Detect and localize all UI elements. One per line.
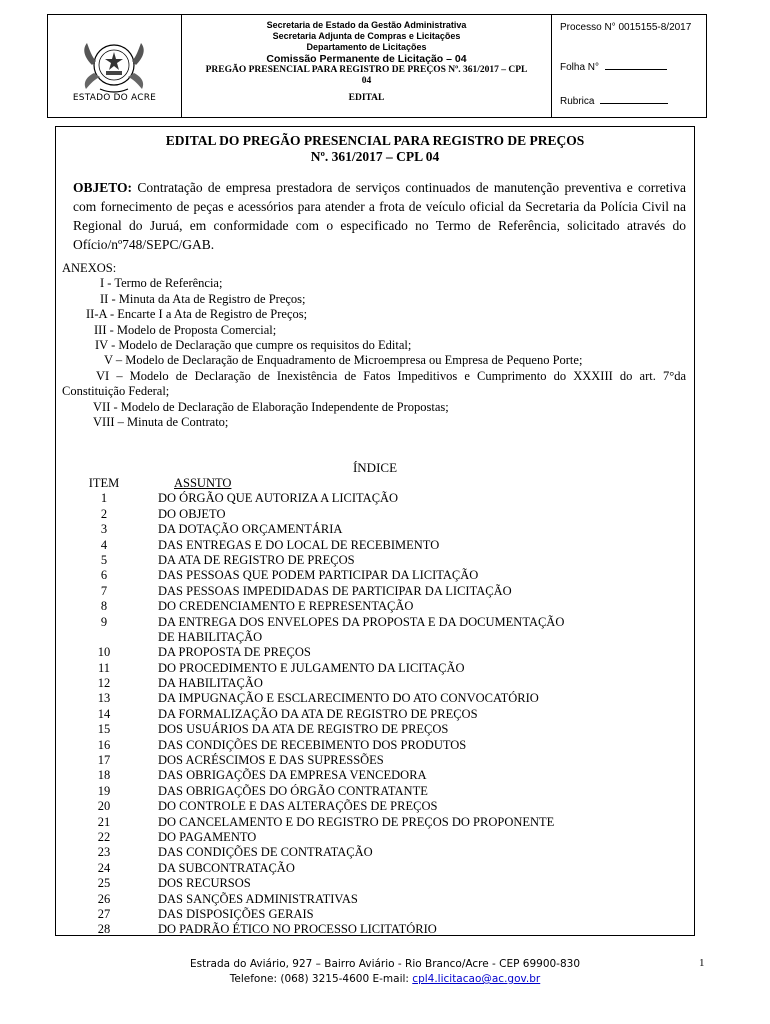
- indice-item-number: 25: [97, 876, 111, 891]
- objeto-paragraph: [73, 178, 686, 254]
- indice-item-subject: DO PAGAMENTO: [158, 829, 257, 844]
- indice-row: [56, 630, 694, 645]
- indice-item-number: 2: [100, 506, 108, 521]
- indice-item-number: 28: [97, 922, 111, 937]
- folha-field: [560, 61, 667, 73]
- indice-item-number: 5: [100, 552, 108, 567]
- indice-header-row: [56, 476, 694, 491]
- indice-item-subject: DA ENTREGA DOS ENVELOPES DA PROPOSTA E DA DOCUMENTAÇÃO: [158, 614, 565, 629]
- page-footer: [0, 957, 770, 987]
- title-line-1: EDITAL DO PREGÃO PRESENCIAL PARA REGISTRO DE PREÇOS: [165, 133, 585, 148]
- anexo-item: IV - Modelo de Declaração que cumpre os requisitos do Edital;: [95, 338, 412, 353]
- indice-item-subject: DE HABILITAÇÃO: [158, 629, 263, 644]
- page-number: 1: [699, 957, 705, 969]
- indice-item-subject: DAS OBRIGAÇÕES DO ÓRGÃO CONTRATANTE: [158, 783, 428, 798]
- indice-header-assunto: ASSUNTO: [174, 476, 232, 490]
- indice-item-number: 18: [97, 768, 111, 783]
- indice-row: [56, 815, 694, 830]
- indice-row: [56, 522, 694, 537]
- anexo-item: VI – Modelo de Declaração de Inexistência de Fatos Impeditivos e Cumprimento do XXXIII do art. 7°da Constituição Federal;: [62, 368, 686, 399]
- indice-item-subject: DOS USUÁRIOS DA ATA DE REGISTRO DE PREÇOS: [158, 722, 449, 737]
- state-seal-icon: [78, 35, 150, 97]
- indice-item-subject: DAS CONDIÇÕES DE CONTRATAÇÃO: [158, 845, 373, 860]
- indice-item-number: 24: [97, 860, 111, 875]
- secretaria-adjunta-line: Secretaria Adjunta de Compras e Licitações: [272, 31, 461, 41]
- indice-item-subject: DO ÓRGÃO QUE AUTORIZA A LICITAÇÃO: [158, 491, 399, 506]
- anexo-item: VIII – Minuta de Contrato;: [93, 415, 229, 430]
- footer-phone: Telefone: (068) 3215-4600 E-mail:: [229, 973, 409, 985]
- indice-item-subject: DA DOTAÇÃO ORÇAMENTÁRIA: [158, 522, 343, 537]
- indice-row: [56, 568, 694, 583]
- indice-row: [56, 861, 694, 876]
- indice-item-subject: DO PADRÃO ÉTICO NO PROCESSO LICITATÓRIO: [158, 922, 437, 937]
- folha-blank: [605, 61, 667, 70]
- header-title-cell: [182, 15, 552, 117]
- indice-row: [56, 799, 694, 814]
- indice-row: [56, 676, 694, 691]
- indice-item-number: 1: [100, 491, 108, 506]
- indice-item-number: 9: [100, 614, 108, 629]
- indice-row: [56, 907, 694, 922]
- indice-item-subject: DO OBJETO: [158, 506, 226, 521]
- indice-row: [56, 876, 694, 891]
- pregao-line: PREGÃO PRESENCIAL PARA REGISTRO DE PREÇOS Nº. 361/2017 – CPL 04: [205, 65, 528, 86]
- indice-row: [56, 768, 694, 783]
- indice-item-number: 27: [97, 906, 111, 921]
- indice-header-item: ITEM: [88, 476, 120, 490]
- indice-item-subject: DAS OBRIGAÇÕES DA EMPRESA VENCEDORA: [158, 768, 427, 783]
- indice-row: [56, 784, 694, 799]
- folha-label: Folha N°: [560, 62, 600, 73]
- header-logo-cell: [48, 15, 182, 117]
- indice-row: [56, 691, 694, 706]
- anexo-item: II - Minuta da Ata de Registro de Preços;: [100, 291, 306, 306]
- anexo-item: III - Modelo de Proposta Comercial;: [94, 322, 277, 337]
- indice-row: [56, 538, 694, 553]
- footer-address: Estrada do Aviário, 927 – Bairro Aviário - Rio Branco/Acre - CEP 69900-830: [189, 958, 581, 970]
- indice-item-subject: DO CONTROLE E DAS ALTERAÇÕES DE PREÇOS: [158, 799, 438, 814]
- indice-row: [56, 599, 694, 614]
- indice-item-number: 26: [97, 891, 111, 906]
- indice-item-subject: DOS RECURSOS: [158, 876, 251, 891]
- indice-row: [56, 722, 694, 737]
- indice-item-subject: DA PROPOSTA DE PREÇOS: [158, 645, 311, 660]
- indice-item-subject: DO PROCEDIMENTO E JULGAMENTO DA LICITAÇÃO: [158, 660, 465, 675]
- indice-item-number: 22: [97, 829, 111, 844]
- indice-row: [56, 661, 694, 676]
- indice-item-subject: DAS DISPOSIÇÕES GERAIS: [158, 906, 314, 921]
- anexo-item: VII - Modelo de Declaração de Elaboração Independente de Propostas;: [93, 399, 449, 414]
- indice-item-subject: DAS ENTREGAS E DO LOCAL DE RECEBIMENTO: [158, 537, 440, 552]
- indice-row: [56, 753, 694, 768]
- anexos-label: ANEXOS:: [62, 261, 117, 275]
- title-line-2: Nº. 361/2017 – CPL 04: [310, 149, 440, 164]
- indice-table: [56, 476, 694, 938]
- indice-item-number: 13: [97, 691, 111, 706]
- indice-item-number: 8: [100, 599, 108, 614]
- indice-item-subject: DAS CONDIÇÕES DE RECEBIMENTO DOS PRODUTOS: [158, 737, 467, 752]
- secretaria-line: Secretaria de Estado da Gestão Administrativa: [266, 20, 467, 30]
- comissao-line: Comissão Permanente de Licitação – 04: [266, 53, 467, 65]
- footer-contact: [0, 972, 770, 987]
- indice-item-subject: DO CREDENCIAMENTO E REPRESENTAÇÃO: [158, 599, 414, 614]
- indice-item-subject: DAS PESSOAS QUE PODEM PARTICIPAR DA LICITAÇÃO: [158, 568, 479, 583]
- indice-item-subject: DAS SANÇÕES ADMINISTRATIVAS: [158, 891, 358, 906]
- anexo-item: I - Termo de Referência;: [100, 276, 223, 291]
- indice-item-number: 21: [97, 814, 111, 829]
- indice-item-number: 20: [97, 799, 111, 814]
- state-caption: ESTADO DO ACRE: [72, 93, 157, 103]
- indice-item-number: 17: [97, 753, 111, 768]
- indice-item-number: 14: [97, 706, 111, 721]
- indice-title: ÍNDICE: [352, 460, 398, 475]
- indice-row: [56, 645, 694, 660]
- processo-number: Processo N° 0015155-8/2017: [560, 22, 692, 33]
- document-header: [47, 14, 707, 118]
- anexo-item: V – Modelo de Declaração de Enquadramento de Microempresa ou Empresa de Pequeno Porte;: [104, 353, 583, 368]
- indice-row: [56, 491, 694, 506]
- indice-item-number: 3: [100, 522, 108, 537]
- edital-label: EDITAL: [348, 93, 385, 103]
- document-body: [55, 126, 695, 936]
- indice-item-subject: DO CANCELAMENTO E DO REGISTRO DE PREÇOS DO PROPONENTE: [158, 814, 555, 829]
- indice-item-number: 6: [100, 568, 108, 583]
- objeto-label: OBJETO:: [73, 180, 133, 195]
- rubrica-field: [560, 95, 668, 107]
- indice-row: [56, 738, 694, 753]
- indice-row: [56, 615, 694, 630]
- rubrica-blank: [600, 95, 668, 104]
- footer-email-link[interactable]: cpl4.licitacao@ac.gov.br: [412, 973, 541, 985]
- indice-row: [56, 707, 694, 722]
- indice-item-number: 11: [97, 660, 111, 675]
- indice-item-subject: DA IMPUGNAÇÃO E ESCLARECIMENTO DO ATO CONVOCATÓRIO: [158, 691, 539, 706]
- indice-row: [56, 892, 694, 907]
- indice-item-number: 16: [97, 737, 111, 752]
- indice-item-number: 12: [97, 676, 111, 691]
- indice-item-number: 19: [97, 783, 111, 798]
- indice-row: [56, 830, 694, 845]
- header-process-cell: [552, 15, 706, 117]
- anexo-item: II-A - Encarte I a Ata de Registro de Preços;: [86, 307, 308, 322]
- indice-item-subject: DOS ACRÉSCIMOS E DAS SUPRESSÕES: [158, 753, 384, 768]
- objeto-text: Contratação de empresa prestadora de serviços continuados de manutenção preventiva e corretiva com fornecimento de peças e acessórios para atender a frota de veículo oficial da Secretaria da Polícia Civil na Regional do Juruá, em conformidade com o especificado no Termo de Referência, solicitado através do Ofício/nº748/SEPC/GAB.: [73, 180, 686, 252]
- indice-item-subject: DA ATA DE REGISTRO DE PREÇOS: [158, 552, 355, 567]
- anexos-section: [62, 261, 686, 430]
- indice-item-subject: DA SUBCONTRATAÇÃO: [158, 860, 295, 875]
- indice-item-number: 4: [100, 537, 108, 552]
- indice-item-number: 7: [100, 583, 108, 598]
- indice-item-subject: DA FORMALIZAÇÃO DA ATA DE REGISTRO DE PREÇOS: [158, 706, 478, 721]
- indice-row: [56, 507, 694, 522]
- document-title: [56, 133, 694, 165]
- indice-row: [56, 922, 694, 937]
- indice-row: [56, 584, 694, 599]
- indice-item-subject: DA HABILITAÇÃO: [158, 676, 263, 691]
- indice-row: [56, 845, 694, 860]
- indice-item-number: 15: [97, 722, 111, 737]
- indice-item-subject: DAS PESSOAS IMPEDIDADAS DE PARTICIPAR DA LICITAÇÃO: [158, 583, 512, 598]
- departamento-line: Departamento de Licitações: [306, 42, 427, 52]
- indice-item-number: 10: [97, 645, 111, 660]
- indice-row: [56, 553, 694, 568]
- rubrica-label: Rubrica: [560, 96, 595, 107]
- indice-item-number: 23: [97, 845, 111, 860]
